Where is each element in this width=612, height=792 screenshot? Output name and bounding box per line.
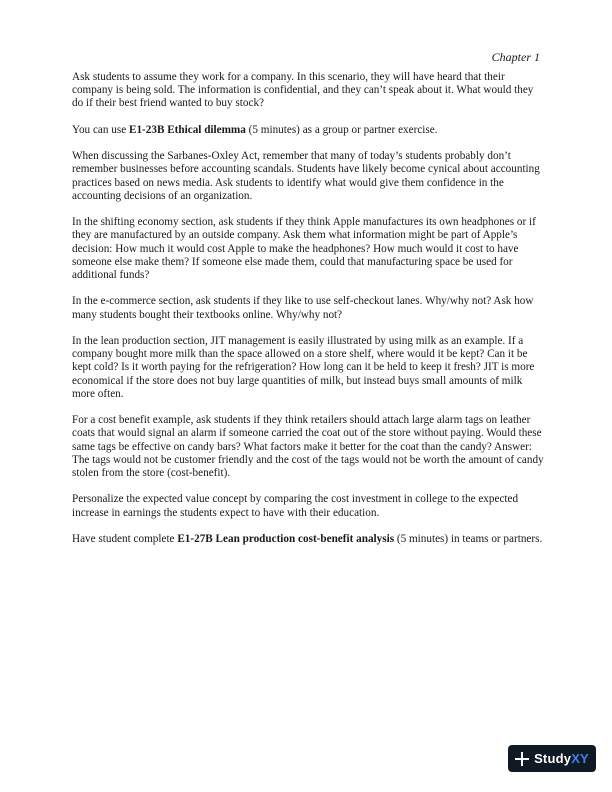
paragraph-cost-benefit: For a cost benefit example, ask students if they think retailers should attach large alarm tags on leather coats that would signal an alarm if someone carried the coat out of the store without paying. Would these same tags be effective on candy bars? What factors make it better for the coat than the candy? Answer: The tags would not be customer friendly and the cost of the tags would not be worth the amount of candy stolen from the store (cost-benefit). xyxy=(72,414,544,479)
logo-text-accent: XY xyxy=(571,751,589,766)
document-body xyxy=(72,71,544,559)
paragraph-text: You can use xyxy=(72,123,129,136)
exercise-reference: E1-23B Ethical dilemma xyxy=(128,123,246,136)
exercise-reference: E1-27B Lean production cost-benefit analysis xyxy=(177,532,395,545)
paragraph-confidential-info: Ask students to assume they work for a company. In this scenario, they will have heard that their company is being sold. The information is confidential, and they can’t speak about it. What would they do if their best friend wanted to buy stock? xyxy=(72,71,534,110)
paragraph-text: (5 minutes) as a group or partner exercise. xyxy=(245,123,438,136)
paragraph-e-commerce: In the e-commerce section, ask students if they like to use self-checkout lanes. Why/why not? Ask how many students bought their textbooks online. Why/why not? xyxy=(72,295,534,321)
paragraph-lean-production: In the lean production section, JIT management is easily illustrated by using milk as an example. If a company bought more milk than the space allowed on a store shelf, where would it be kept? Can it be kept cold? Is it worth paying for the refrigeration? How long can it be held to keep it fresh? JIT is more economical if the store does not buy large quantities of milk, but instead buys small amounts of milk more often. xyxy=(72,334,535,400)
paragraph-text: Have student complete xyxy=(72,532,178,545)
paragraph-expected-value: Personalize the expected value concept by comparing the cost investment in college to the expected increase in earnings the students expect to have with their education. xyxy=(72,493,519,519)
logo-text-main: Study xyxy=(534,751,572,766)
sparkle-icon xyxy=(515,752,529,766)
paragraph-text: (5 minutes) in teams or partners. xyxy=(394,532,543,545)
paragraph-shifting-economy: In the shifting economy section, ask students if they think Apple manufactures its own headphones or if they are manufactured by an outside company. Ask them what information might be part of Apple’s decision: How much it would cost Apple to make the headphones? How much would it cost to have someone else make them? If someone else made them, could that manufacturing space be used for additional funds? xyxy=(72,216,536,281)
studyxy-logo xyxy=(508,745,596,772)
paragraph-ethical-dilemma xyxy=(72,124,544,137)
paragraph-sarbanes-oxley: When discussing the Sarbanes-Oxley Act, remember that many of today’s students probably don’t remember businesses before accounting scandals. Students have likely become cynical about accounting practices based on news media. Ask students to identify what would give them confidence in the accounting decisions of an organization. xyxy=(72,150,540,202)
chapter-header: Chapter 1 xyxy=(491,50,540,64)
paragraph-lean-exercise xyxy=(72,533,544,546)
logo-wordmark xyxy=(534,751,589,766)
